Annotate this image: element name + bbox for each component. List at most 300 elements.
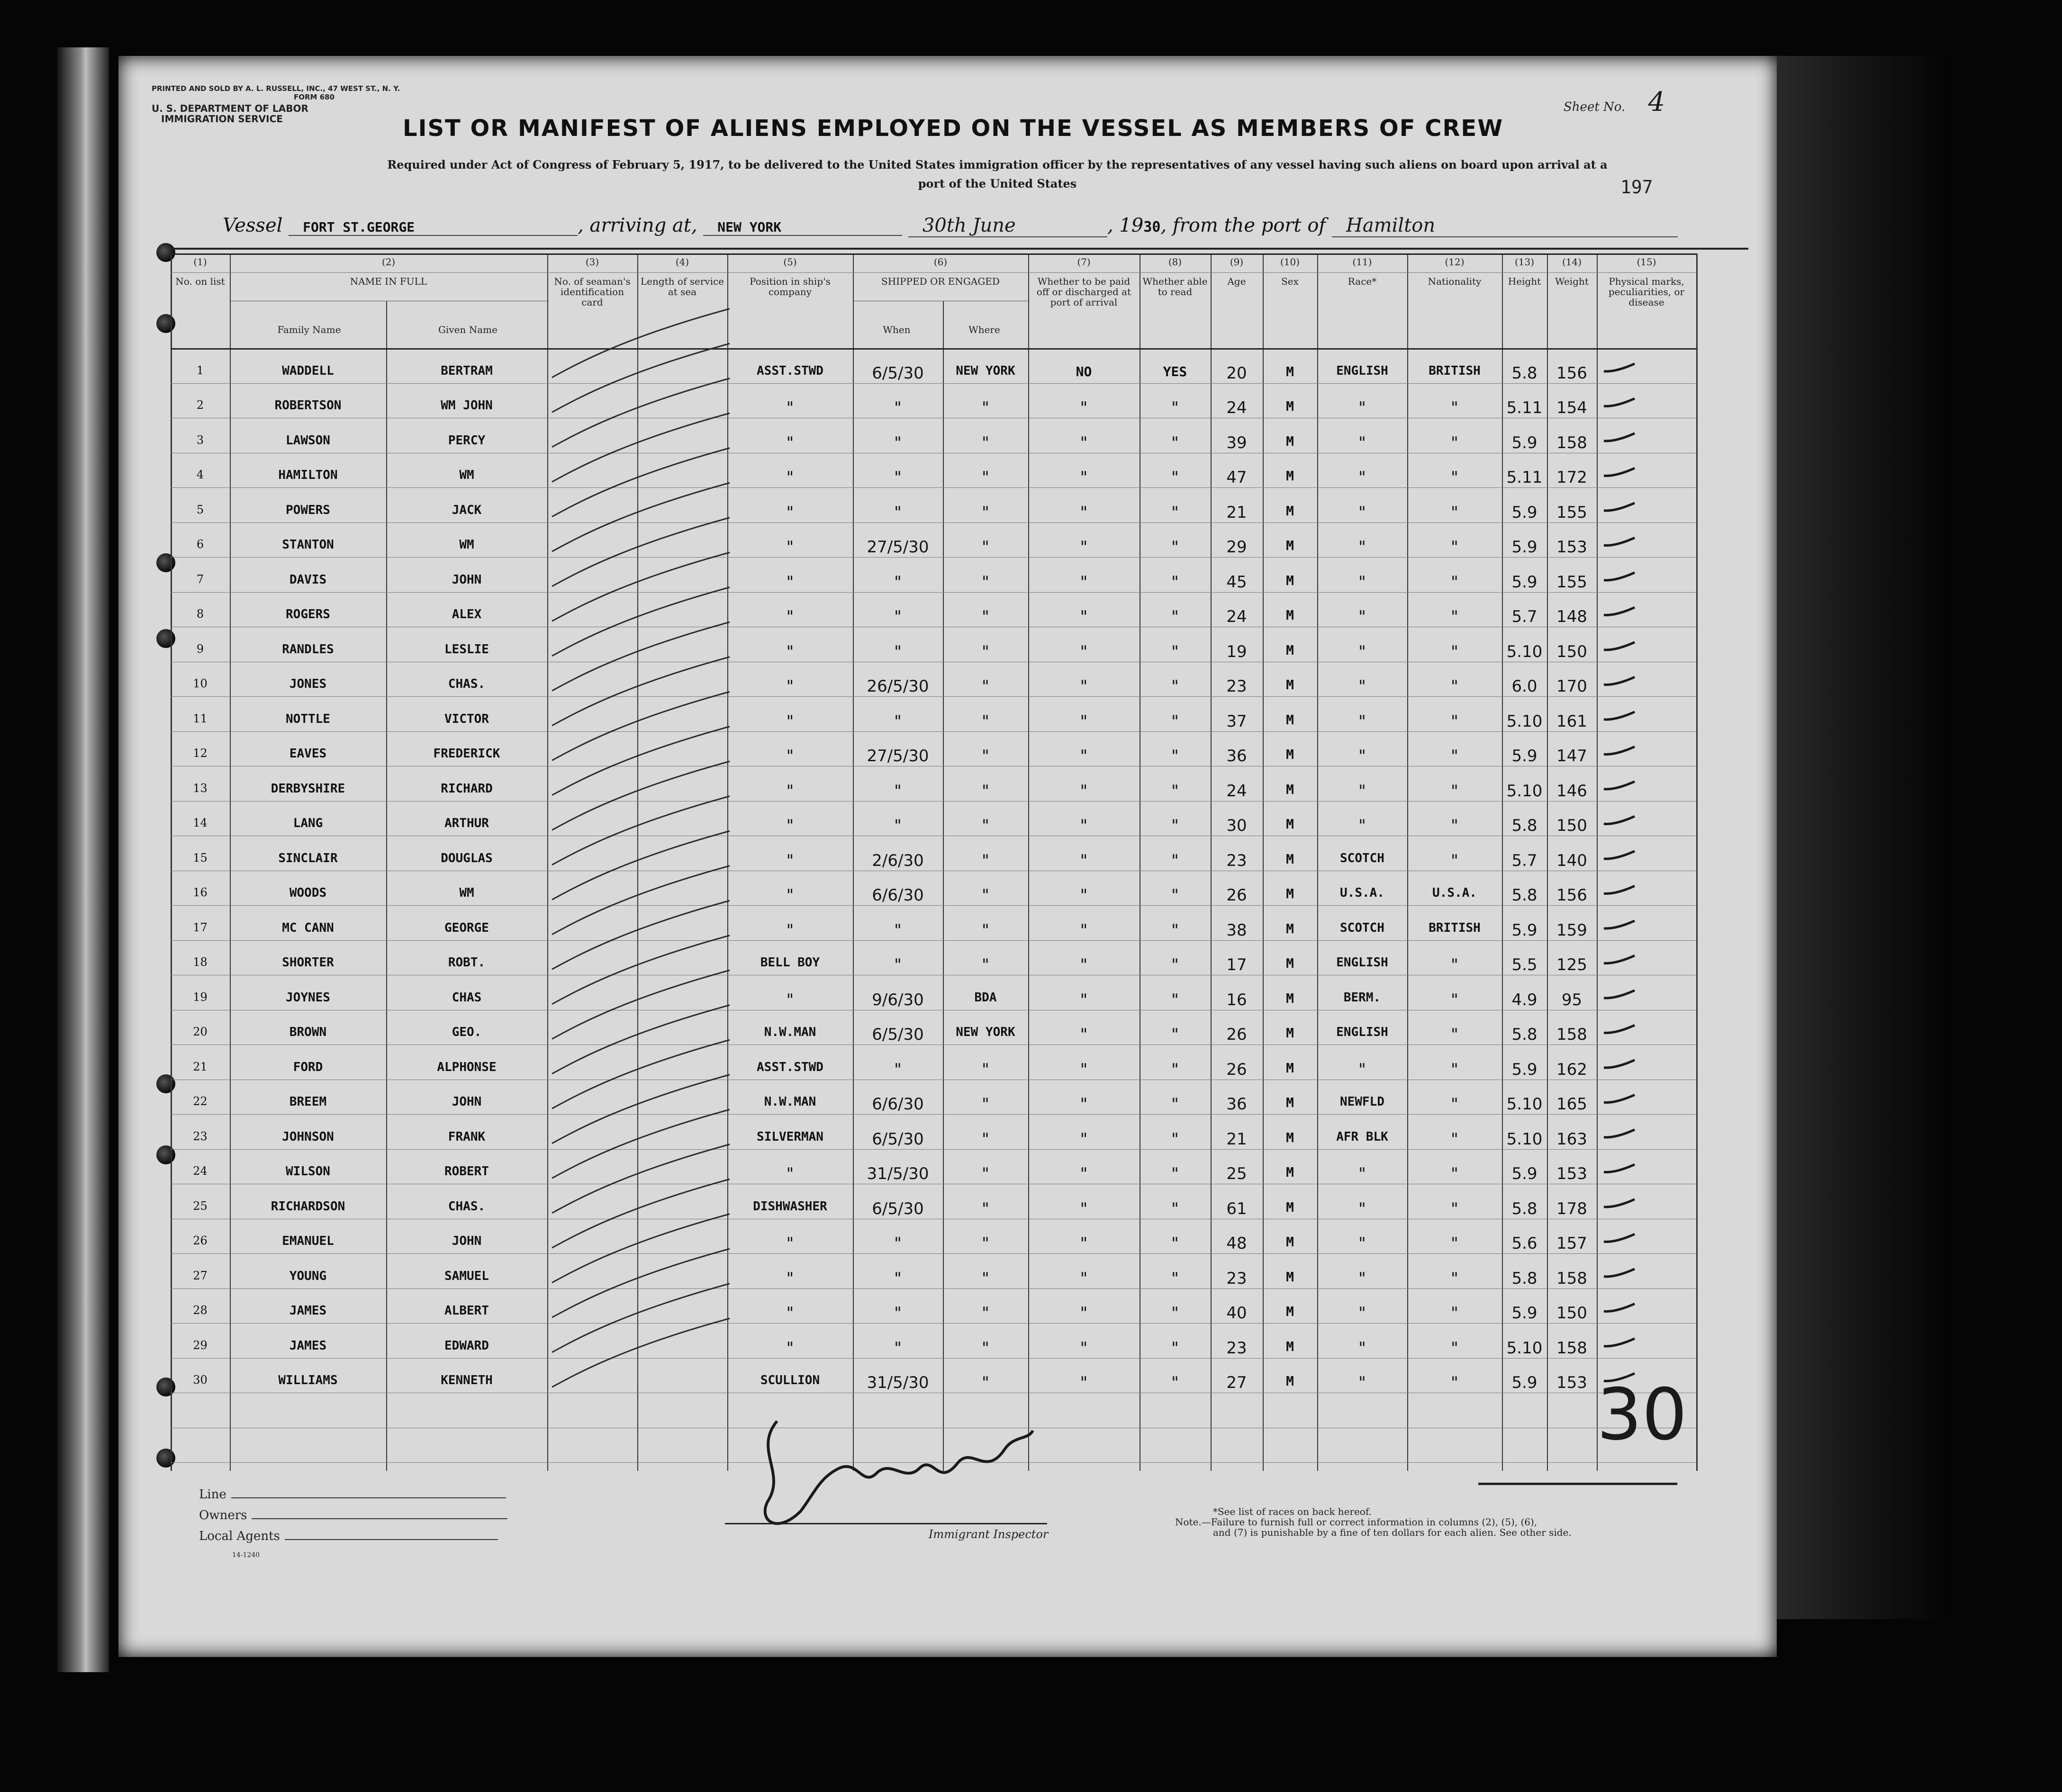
cell-height: 5.8	[1511, 1025, 1537, 1045]
cell-race: SCOTCH	[1340, 851, 1384, 865]
cell-when: 27/5/30	[867, 747, 929, 766]
cell-position: BELL BOY	[760, 955, 820, 970]
cell-read: "	[1171, 642, 1179, 661]
cell-race: "	[1358, 1164, 1366, 1184]
cell-family: POWERS	[286, 503, 330, 517]
cell-family: WILLIAMS	[278, 1373, 338, 1388]
total-count: 30	[1597, 1374, 1687, 1456]
cell-when: 31/5/30	[867, 1164, 929, 1184]
cell-no: 29	[193, 1338, 208, 1352]
cell-read: "	[1171, 1164, 1179, 1184]
cell-age: 24	[1226, 781, 1247, 801]
physical-marks-tick	[1604, 1130, 1635, 1137]
column-header: Whether able to read	[1142, 276, 1208, 297]
cell-sex: M	[1286, 1199, 1294, 1215]
cell-paid: "	[1080, 990, 1088, 1009]
cell-when: "	[894, 1060, 902, 1079]
page-edge-shadow	[1777, 56, 1947, 1619]
column-header: Physical marks, peculiarities, or disease	[1608, 276, 1685, 308]
cell-where: "	[982, 1269, 989, 1288]
cell-no: 24	[193, 1164, 208, 1178]
physical-marks-tick	[1604, 538, 1635, 545]
cell-family: BROWN	[289, 1025, 327, 1040]
cell-position: "	[786, 1164, 794, 1184]
cell-no: 30	[193, 1373, 208, 1387]
physical-marks-tick	[1604, 747, 1635, 754]
cell-age: 23	[1226, 851, 1247, 870]
binder-strip	[57, 47, 109, 1672]
cell-family: DERBYSHIRE	[271, 781, 345, 796]
cell-no: 19	[193, 990, 208, 1004]
cell-height: 5.11	[1506, 468, 1543, 487]
physical-marks-tick	[1604, 433, 1635, 441]
cell-when: "	[894, 1304, 902, 1323]
physical-marks-tick	[1604, 1199, 1635, 1207]
cell-age: 24	[1226, 607, 1247, 627]
cell-position: "	[786, 503, 794, 522]
cell-where: "	[982, 1338, 989, 1358]
cell-nationality: "	[1451, 503, 1458, 522]
cell-weight: 154	[1556, 398, 1587, 418]
cell-no: 11	[193, 711, 208, 725]
cell-height: 5.5	[1511, 955, 1537, 975]
cell-sex: M	[1286, 538, 1294, 554]
cell-when: 6/5/30	[872, 1129, 924, 1149]
cell-position: "	[786, 781, 794, 801]
cell-position: "	[786, 468, 794, 487]
cell-race: "	[1358, 607, 1366, 627]
cell-family: DAVIS	[289, 572, 327, 587]
id-card-check	[552, 657, 730, 726]
column-number: (5)	[783, 256, 797, 268]
column-number: (13)	[1514, 256, 1535, 268]
cell-read: "	[1171, 990, 1179, 1009]
cell-height: 5.8	[1511, 816, 1537, 836]
cell-position: "	[786, 886, 794, 905]
id-card-check	[552, 1249, 730, 1317]
cell-nationality: "	[1451, 1269, 1458, 1288]
cell-paid: "	[1080, 607, 1088, 627]
physical-marks-tick	[1604, 1304, 1635, 1311]
cell-nationality: "	[1451, 851, 1458, 870]
cell-weight: 161	[1556, 711, 1587, 731]
id-card-check	[552, 413, 730, 482]
form-code: 14-1240	[232, 1551, 260, 1559]
cell-no: 8	[196, 607, 204, 621]
cell-race: "	[1358, 398, 1366, 418]
cell-where: "	[982, 1095, 989, 1114]
cell-weight: 159	[1556, 920, 1587, 940]
cell-given: GEO.	[452, 1025, 482, 1040]
cell-read: "	[1171, 1338, 1179, 1358]
cell-given: ALPHONSE	[437, 1060, 497, 1074]
cell-no: 16	[193, 886, 208, 900]
department-block	[152, 103, 308, 124]
cell-age: 26	[1226, 1025, 1247, 1045]
cell-where: "	[982, 1304, 989, 1323]
cell-family: NOTTLE	[286, 711, 330, 726]
cell-sex: M	[1286, 955, 1294, 972]
cell-race: ENGLISH	[1336, 363, 1388, 378]
cell-paid: "	[1080, 1060, 1088, 1079]
id-card-check	[552, 378, 730, 447]
handwritten-check-marks	[171, 253, 1696, 1471]
cell-height: 5.9	[1511, 538, 1537, 557]
cell-when: 6/6/30	[872, 1095, 924, 1114]
cell-where: "	[982, 433, 989, 452]
cell-age: 21	[1226, 1129, 1247, 1149]
cell-age: 24	[1226, 398, 1247, 418]
cell-nationality: "	[1451, 1234, 1458, 1253]
cell-read: "	[1171, 1129, 1179, 1149]
cell-position: SCULLION	[760, 1373, 820, 1388]
cell-position: N.W.MAN	[764, 1095, 816, 1109]
column-number: (12)	[1445, 256, 1465, 268]
cell-when: "	[894, 642, 902, 661]
cell-family: STANTON	[282, 538, 334, 552]
cell-sex: M	[1286, 920, 1294, 937]
cell-where: "	[982, 538, 989, 557]
cell-age: 61	[1226, 1199, 1247, 1218]
id-card-check	[552, 796, 730, 865]
id-card-check	[552, 1179, 730, 1248]
cell-no: 25	[193, 1199, 208, 1213]
department-name: U. S. DEPARTMENT OF LABOR	[152, 103, 308, 114]
column-header: NAME IN FULL	[350, 276, 427, 287]
cell-height: 5.10	[1506, 1129, 1543, 1149]
column-header: No. of seaman's identification card	[554, 276, 631, 308]
cell-height: 5.9	[1511, 572, 1537, 592]
id-card-check	[552, 761, 730, 830]
column-subheader: Where	[968, 324, 1000, 335]
cell-height: 5.10	[1506, 781, 1543, 801]
cell-when: 6/5/30	[872, 1025, 924, 1045]
column-subheader: When	[883, 324, 911, 335]
cell-given: WM	[459, 886, 474, 901]
cell-position: "	[786, 607, 794, 627]
cell-paid: "	[1080, 1129, 1088, 1149]
cell-where: "	[982, 711, 989, 731]
form-number: FORM 680	[294, 93, 335, 101]
cell-no: 28	[193, 1304, 208, 1317]
cell-age: 26	[1226, 1060, 1247, 1079]
cell-no: 1	[196, 363, 204, 377]
cell-family: SHORTER	[282, 955, 334, 970]
cell-family: ROBERTSON	[274, 398, 342, 413]
cell-position: SILVERMAN	[757, 1129, 823, 1144]
cell-when: "	[894, 468, 902, 487]
cell-nationality: "	[1451, 433, 1458, 452]
cell-position: "	[786, 920, 794, 940]
cell-read: "	[1171, 468, 1179, 487]
cell-no: 3	[196, 433, 204, 447]
id-card-check	[552, 1318, 730, 1387]
cell-race: "	[1358, 781, 1366, 801]
cell-sex: M	[1286, 1164, 1294, 1180]
cell-given: ALBERT	[444, 1304, 489, 1318]
cell-paid: "	[1080, 468, 1088, 487]
id-card-check	[552, 552, 730, 621]
cell-where: "	[982, 503, 989, 522]
cell-no: 4	[196, 468, 204, 482]
cell-height: 5.9	[1511, 1164, 1537, 1184]
cell-weight: 150	[1556, 816, 1587, 836]
cell-read: "	[1171, 1199, 1179, 1218]
cell-when: 6/5/30	[872, 363, 924, 383]
id-card-check	[552, 970, 730, 1039]
cell-race: "	[1358, 1269, 1366, 1288]
cell-paid: "	[1080, 747, 1088, 766]
id-card-check	[552, 1109, 730, 1178]
cell-nationality: "	[1451, 1199, 1458, 1218]
cell-nationality: "	[1451, 398, 1458, 418]
id-card-check	[552, 448, 730, 517]
footer-fields	[199, 1487, 507, 1560]
cell-when: 31/5/30	[867, 1373, 929, 1393]
cell-age: 17	[1226, 955, 1247, 975]
cell-no: 18	[193, 955, 208, 969]
cell-height: 5.7	[1511, 851, 1537, 870]
cell-height: 5.7	[1511, 607, 1537, 627]
physical-marks-tick	[1604, 1234, 1635, 1242]
cell-family: JOYNES	[286, 990, 330, 1005]
cell-given: LESLIE	[444, 642, 489, 657]
cell-sex: M	[1286, 468, 1294, 484]
cell-where: "	[982, 398, 989, 418]
id-card-check	[552, 1284, 730, 1352]
cell-weight: 148	[1556, 607, 1587, 627]
cell-position: "	[786, 1338, 794, 1358]
cell-when: "	[894, 781, 902, 801]
cell-sex: M	[1286, 711, 1294, 728]
cell-when: "	[894, 920, 902, 940]
cell-weight: 153	[1556, 1164, 1587, 1184]
id-card-check	[552, 1144, 730, 1213]
cell-paid: "	[1080, 920, 1088, 940]
note-line: Note.—Failure to furnish full or correct information in columns (2), (5), (6),	[1175, 1516, 1537, 1528]
cell-family: SINCLAIR	[278, 851, 338, 865]
cell-family: YOUNG	[289, 1269, 327, 1283]
cell-when: "	[894, 433, 902, 452]
cell-nationality: "	[1451, 1095, 1458, 1114]
cell-race: "	[1358, 711, 1366, 731]
cell-given: ROBT.	[448, 955, 486, 970]
cell-height: 5.9	[1511, 433, 1537, 452]
column-header: Nationality	[1428, 276, 1482, 287]
cell-paid: "	[1080, 1199, 1088, 1218]
sheet-number-field	[1564, 87, 1665, 117]
cell-when: 9/6/30	[872, 990, 924, 1009]
cell-paid: "	[1080, 677, 1088, 696]
physical-marks-tick	[1604, 782, 1635, 789]
cell-weight: 158	[1556, 1025, 1587, 1045]
physical-marks-tick	[1604, 1060, 1635, 1068]
cell-given: JOHN	[452, 572, 482, 587]
cell-weight: 153	[1556, 538, 1587, 557]
cell-age: 47	[1226, 468, 1247, 487]
cell-height: 5.10	[1506, 1338, 1543, 1358]
race-note: *See list of races on back hereof.	[1213, 1506, 1372, 1517]
cell-position: "	[786, 398, 794, 418]
cell-nationality: "	[1451, 1338, 1458, 1358]
cell-sex: M	[1286, 1373, 1294, 1389]
id-card-check	[552, 1075, 730, 1144]
cell-nationality: "	[1451, 1373, 1458, 1393]
cell-where: "	[982, 816, 989, 836]
cell-no: 10	[193, 677, 208, 691]
cell-read: "	[1171, 747, 1179, 766]
cell-sex: M	[1286, 503, 1294, 519]
column-header: Age	[1227, 276, 1246, 287]
cell-age: 25	[1226, 1164, 1247, 1184]
cell-sex: M	[1286, 1304, 1294, 1320]
cell-sex: M	[1286, 433, 1294, 449]
cell-race: "	[1358, 1060, 1366, 1079]
note-line: and (7) is punishable by a fine of ten dollars for each alien. See other side.	[1213, 1527, 1572, 1538]
cell-age: 20	[1226, 363, 1247, 383]
column-number: (2)	[381, 256, 396, 268]
cell-race: "	[1358, 642, 1366, 661]
vessel-line	[223, 215, 1678, 237]
sheet-label: Sheet No.	[1564, 100, 1626, 114]
id-card-check	[552, 831, 730, 900]
cell-given: JOHN	[452, 1095, 482, 1109]
cell-height: 5.10	[1506, 642, 1543, 661]
cell-race: AFR BLK	[1336, 1129, 1388, 1144]
cell-age: 45	[1226, 572, 1247, 592]
cell-paid: "	[1080, 538, 1088, 557]
cell-paid: "	[1080, 433, 1088, 452]
cell-no: 22	[193, 1095, 208, 1108]
from-label: , from the port of	[1160, 215, 1326, 236]
column-number: (9)	[1230, 256, 1244, 268]
cell-when: "	[894, 1338, 902, 1358]
cell-read: "	[1171, 433, 1179, 452]
cell-read: "	[1171, 1269, 1179, 1288]
cell-read: "	[1171, 1060, 1179, 1079]
cell-sex: M	[1286, 747, 1294, 763]
cell-race: ENGLISH	[1336, 955, 1388, 970]
cell-where: "	[982, 1060, 989, 1079]
cell-weight: 153	[1556, 1373, 1587, 1393]
column-header: Sex	[1281, 276, 1299, 287]
cell-height: 5.8	[1511, 363, 1537, 383]
cell-age: 23	[1226, 1338, 1247, 1358]
form-subtitle	[251, 155, 1744, 193]
service-name: IMMIGRATION SERVICE	[161, 113, 283, 125]
cell-position: "	[786, 851, 794, 870]
cell-given: ALEX	[452, 607, 482, 622]
physical-marks-tick	[1604, 991, 1635, 998]
cell-nationality: "	[1451, 711, 1458, 731]
cell-race: "	[1358, 677, 1366, 696]
cell-weight: 158	[1556, 433, 1587, 452]
cell-nationality: "	[1451, 1129, 1458, 1149]
cell-given: ROBERT	[444, 1164, 489, 1179]
cell-paid: "	[1080, 1164, 1088, 1184]
column-number: (11)	[1352, 256, 1372, 268]
cell-no: 21	[193, 1060, 208, 1073]
cell-paid: "	[1080, 1269, 1088, 1288]
arriving-port: NEW YORK	[703, 219, 902, 236]
column-number: (15)	[1637, 256, 1656, 268]
cell-paid: NO	[1076, 363, 1092, 379]
cell-when: "	[894, 607, 902, 627]
cell-read: "	[1171, 607, 1179, 627]
cell-family: RANDLES	[282, 642, 334, 657]
cell-height: 5.11	[1506, 398, 1543, 418]
cell-nationality: BRITISH	[1429, 363, 1481, 378]
id-card-check	[552, 1214, 730, 1283]
cell-race: "	[1358, 572, 1366, 592]
cell-no: 26	[193, 1234, 208, 1248]
cell-read: "	[1171, 538, 1179, 557]
cell-nationality: "	[1451, 1060, 1458, 1079]
cell-nationality: BRITISH	[1429, 920, 1481, 935]
cell-position: "	[786, 1234, 794, 1253]
cell-weight: 150	[1556, 642, 1587, 661]
inspector-line	[725, 1523, 1047, 1524]
cell-family: HAMILTON	[278, 468, 338, 483]
cell-race: "	[1358, 503, 1366, 522]
cell-given: CHAS.	[448, 1199, 486, 1214]
cell-given: CHAS	[452, 990, 482, 1005]
cell-paid: "	[1080, 886, 1088, 905]
cell-weight: 156	[1556, 886, 1587, 905]
cell-read: "	[1171, 1373, 1179, 1393]
cell-read: "	[1171, 503, 1179, 522]
cell-position: "	[786, 572, 794, 592]
cell-when: "	[894, 1269, 902, 1288]
cell-when: "	[894, 572, 902, 592]
cell-given: FRANK	[448, 1129, 486, 1144]
cell-no: 6	[196, 538, 204, 551]
column-header: SHIPPED OR ENGAGED	[881, 276, 1000, 287]
cell-sex: M	[1286, 363, 1294, 379]
column-number: (6)	[933, 256, 948, 268]
cell-where: "	[982, 1164, 989, 1184]
cell-family: JONES	[289, 677, 327, 692]
cell-sex: M	[1286, 1129, 1294, 1145]
cell-height: 5.9	[1511, 920, 1537, 940]
cell-age: 23	[1226, 1269, 1247, 1288]
cell-no: 14	[193, 816, 208, 830]
inspector-signature	[749, 1393, 1042, 1549]
cell-age: 19	[1226, 642, 1247, 661]
column-number: (7)	[1077, 256, 1091, 268]
cell-position: ASST.STWD	[757, 1060, 823, 1074]
id-card-check	[552, 622, 730, 691]
cell-read: "	[1171, 1234, 1179, 1253]
cell-no: 5	[196, 503, 204, 516]
cell-no: 23	[193, 1129, 208, 1143]
column-number: (10)	[1280, 256, 1300, 268]
cell-race: "	[1358, 816, 1366, 836]
arrival-date: 30th June	[908, 215, 1107, 237]
sheet-number: 4	[1648, 87, 1665, 117]
cell-sex: M	[1286, 1269, 1294, 1285]
cell-where: BDA	[974, 990, 997, 1005]
cell-age: 37	[1226, 711, 1247, 731]
cell-read: "	[1171, 955, 1179, 975]
cell-family: WOODS	[289, 886, 327, 901]
cell-race: NEWFLD	[1340, 1095, 1384, 1109]
cell-where: "	[982, 1234, 989, 1253]
cell-weight: 156	[1556, 363, 1587, 383]
cell-read: "	[1171, 1304, 1179, 1323]
cell-read: "	[1171, 1095, 1179, 1114]
cell-nationality: "	[1451, 747, 1458, 766]
